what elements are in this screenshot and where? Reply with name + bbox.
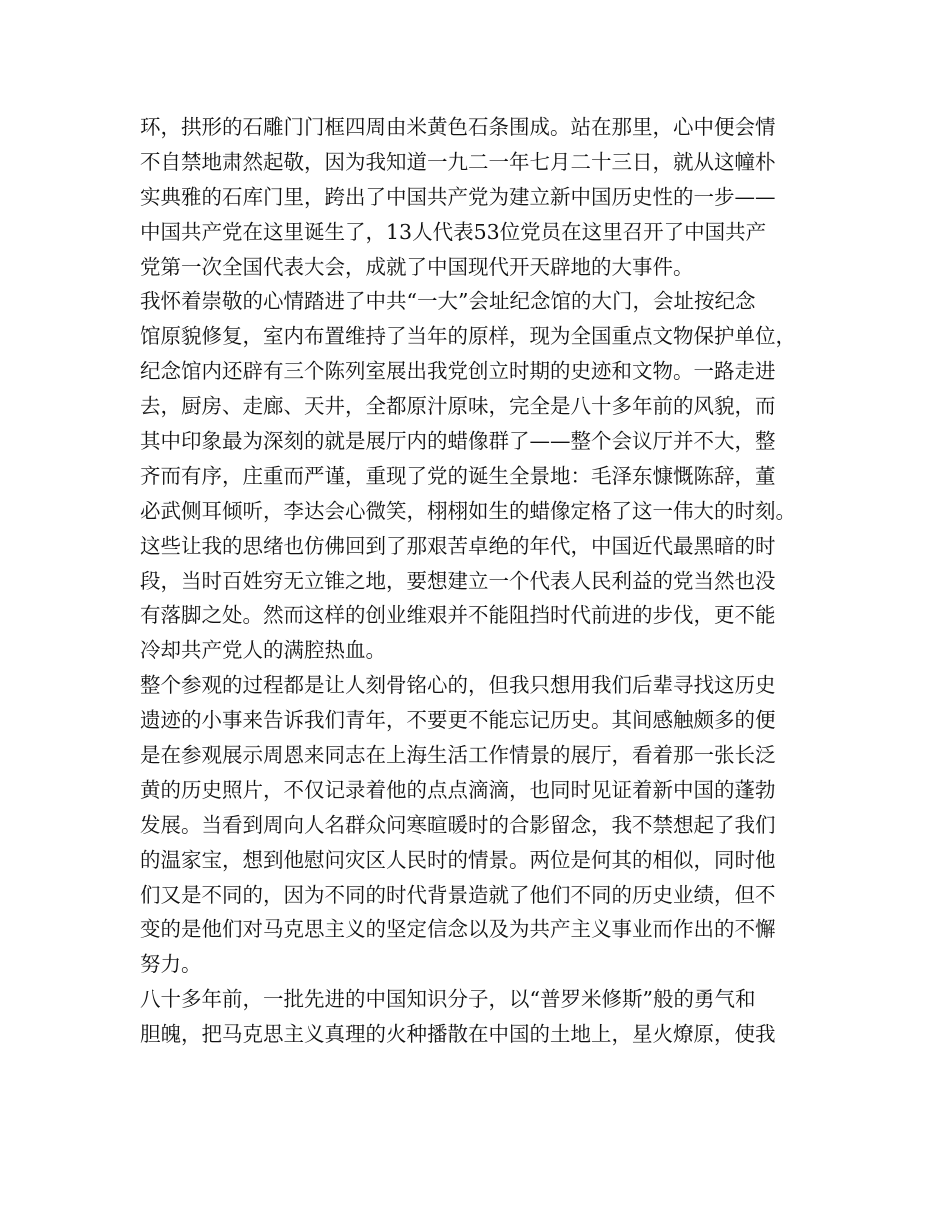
text-line: 去，厨房、走廊、天井，全都原汁原味，完全是八十多年前的风貌，而 (140, 394, 776, 419)
text-line: 有落脚之处。然而这样的创业维艰并不能阻挡时代前进的步伐，更不能 (140, 603, 776, 628)
text-line: 中国共产党在这里诞生了，13人代表53位党员在这里召开了中国共产 (140, 219, 767, 244)
text-line: 实典雅的石库门里，跨出了中国共产党为建立新中国历史性的一步—— (140, 184, 776, 209)
text-line: 们又是不同的，因为不同的时代背景造就了他们不同的历史业绩，但不 (140, 882, 776, 907)
text-line: 遗迹的小事来告诉我们青年，不要更不能忘记历史。其间感触颇多的便 (140, 708, 776, 733)
text-line: 齐而有序，庄重而严谨，重现了党的诞生全景地：毛泽东慷慨陈辞，董 (140, 463, 776, 488)
text-line: 其中印象最为深刻的就是展厅内的蜡像群了——整个会议厅并不大，整 (140, 429, 776, 454)
text-line: 纪念馆内还辟有三个陈列室展出我党创立时期的史迹和文物。一路走进 (140, 359, 776, 384)
text-line: 八十多年前，一批先进的中国知识分子，以“普罗米修斯”般的勇气和 (140, 987, 756, 1012)
text-line: 整个参观的过程都是让人刻骨铭心的，但我只想用我们后辈寻找这历史 (140, 673, 776, 698)
paragraph-2 (140, 284, 815, 668)
text-line: 努力。 (140, 952, 202, 977)
text-line: 必武侧耳倾听，李达会心微笑，栩栩如生的蜡像定格了这一伟大的时刻。 (140, 498, 796, 523)
text-line: 不自禁地肃然起敬，因为我知道一九二一年七月二十三日，就从这幢朴 (140, 149, 776, 174)
text-line: 是在参观展示周恩来同志在上海生活工作情景的展厅，看着那一张长泛 (140, 743, 776, 768)
text-line: 胆魄，把马克思主义真理的火种播散在中国的土地上，星火燎原，使我 (140, 1022, 776, 1047)
text-line: 冷却共产党人的满腔热血。 (140, 638, 386, 663)
text-line: 馆原貌修复，室内布置维持了当年的原样，现为全国重点文物保护单位， (140, 324, 796, 349)
text-line: 段，当时百姓穷无立锥之地，要想建立一个代表人民利益的党当然也没 (140, 568, 776, 593)
text-line: 我怀着崇敬的心情踏进了中共“一大”会址纪念馆的大门，会址按纪念 (140, 289, 756, 314)
paragraph-4 (140, 982, 815, 1052)
text-line: 这些让我的思绪也仿佛回到了那艰苦卓绝的年代，中国近代最黑暗的时 (140, 533, 776, 558)
text-line: 变的是他们对马克思主义的坚定信念以及为共产主义事业而作出的不懈 (140, 917, 776, 942)
text-line: 党第一次全国代表大会，成就了中国现代开天辟地的大事件。 (140, 254, 694, 279)
document-body (140, 110, 815, 1052)
paragraph-1 (140, 110, 815, 284)
text-line: 黄的历史照片，不仅记录着他的点点滴滴，也同时见证着新中国的蓬勃 (140, 777, 776, 802)
text-line: 发展。当看到周向人名群众问寒暄暖时的合影留念，我不禁想起了我们 (140, 812, 776, 837)
paragraph-3 (140, 668, 815, 982)
text-line: 环，拱形的石雕门门框四周由米黄色石条围成。站在那里，心中便会情 (140, 115, 776, 139)
text-line: 的温家宝，想到他慰问灾区人民时的情景。两位是何其的相似，同时他 (140, 847, 776, 872)
